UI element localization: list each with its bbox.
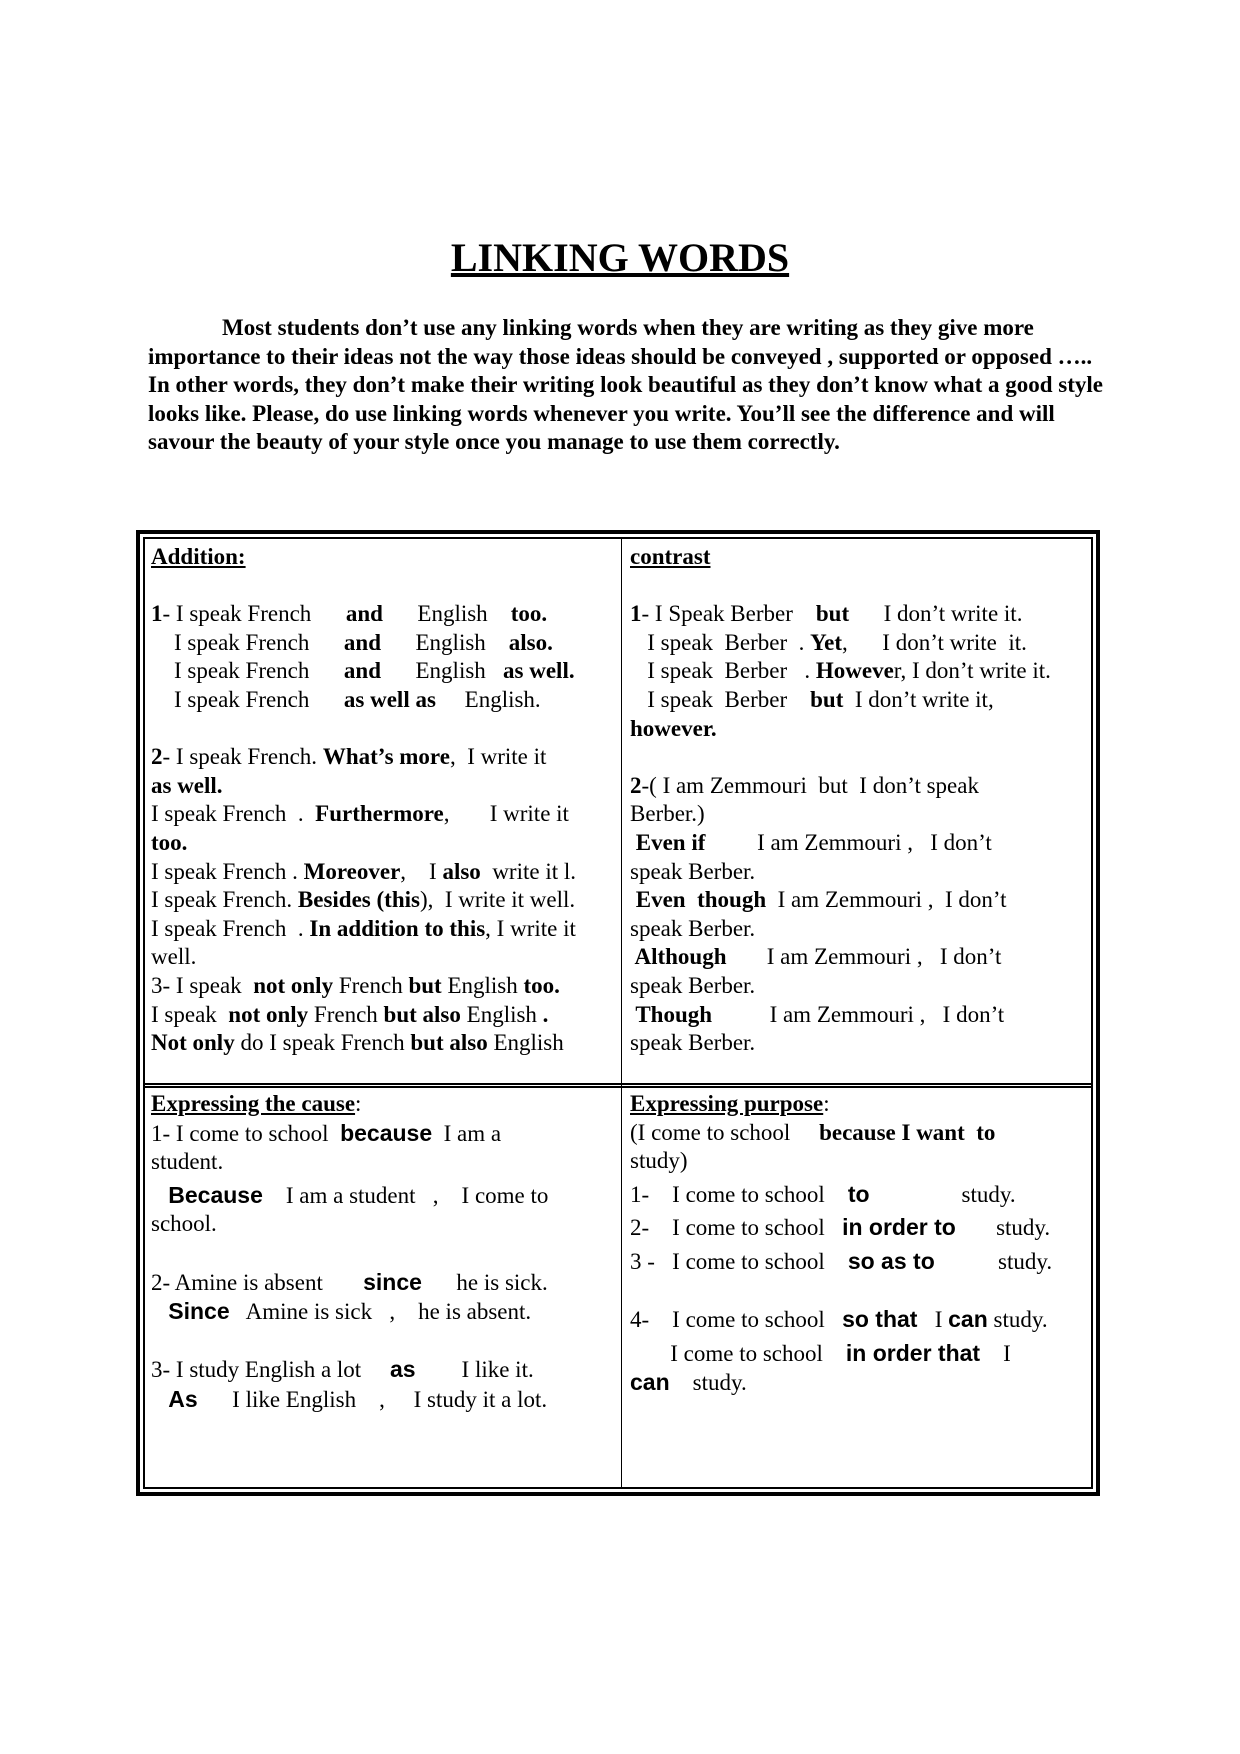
purpose-line-6: 4- I come to school so that I can study.: [630, 1306, 1048, 1333]
page-title: LINKING WORDS: [450, 235, 790, 280]
column-divider: [621, 539, 622, 1487]
purpose-line-2: study): [630, 1148, 688, 1174]
cause-line-1: 1- I come to school because I am a: [151, 1119, 502, 1146]
addition-line-14: I speak not only French but also English .: [151, 1001, 549, 1027]
contrast-line-4: I speak Berber but I don’t write it,: [630, 686, 994, 712]
cause-line-6: Since Amine is sick , he is absent.: [168, 1298, 532, 1325]
contrast-line-12: Although I am Zemmouri , I don’t: [630, 944, 1002, 970]
contrast-line-11: speak Berber.: [630, 915, 756, 941]
addition-line-9: I speak French . Moreover, I also write it l.: [151, 858, 576, 884]
contrast-line-15: speak Berber.: [630, 1030, 756, 1056]
cause-heading: Expressing the cause: [151, 1091, 356, 1116]
intro-paragraph: Most students don’t use any linking words when they are writing as they give more importance to their ideas not the way those ideas should be conveyed , supported or opposed ….. In other words, they don’t make their writing look beautiful as they don’t know what a good style looks like. Please, do use linking words whenever you write. You’ll see the difference and will savour the beauty of your style once you manage to use them correctly.: [148, 315, 1103, 455]
linking-words-table: [136, 530, 1100, 1496]
contrast-line-3: I speak Berber . However, I don’t write it.: [630, 658, 1051, 684]
contrast-line-10: Even though I am Zemmouri , I don’t: [630, 887, 1007, 913]
addition-cell: [151, 543, 615, 1058]
contrast-line-13: speak Berber.: [630, 972, 756, 998]
cause-line-4: school.: [151, 1211, 217, 1237]
purpose-line-3: 1- I come to school to study.: [630, 1180, 1016, 1207]
addition-line-15: Not only do I speak French but also English: [151, 1030, 564, 1056]
purpose-heading: Expressing purpose: [630, 1091, 824, 1116]
addition-line-10: I speak French. Besides (this), I write it well.: [151, 887, 576, 913]
addition-line-11: I speak French . In addition to this, I write it: [151, 915, 576, 941]
purpose-line-1: (I come to school because I want to: [630, 1119, 996, 1145]
contrast-line-1: 1- I Speak Berber but I don’t write it.: [630, 601, 1023, 627]
purpose-line-4: 2- I come to school in order to study.: [630, 1214, 1051, 1241]
contrast-heading: contrast: [630, 544, 711, 569]
purpose-line-7: I come to school in order that I: [630, 1339, 1011, 1366]
cause-line-5: 2- Amine is absent since he is sick.: [151, 1268, 548, 1295]
contrast-line-8: Even if I am Zemmouri , I don’t: [630, 829, 992, 855]
addition-line-6: as well.: [151, 772, 223, 798]
purpose-cell: Expressing purpose: (I come to school because I want to study) 1- I come to school to study. 2- I come to school in order to study. 3 - I come to school so as to study. 4- I come to school so that I can study. I come to school in order that I can study.: [630, 1090, 1092, 1398]
contrast-line-7: Berber.): [630, 801, 705, 827]
addition-line-13: 3- I speak not only French but English too.: [151, 972, 560, 998]
contrast-line-6: 2-( I am Zemmouri but I don’t speak: [630, 772, 979, 798]
addition-line-7: I speak French . Furthermore, I write it: [151, 801, 569, 827]
cause-line-2: student.: [151, 1149, 224, 1175]
addition-heading: Addition:: [151, 544, 246, 569]
purpose-line-5: 3 - I come to school so as to study.: [630, 1247, 1053, 1274]
cause-line-3: Because I am a student , I come to: [168, 1181, 549, 1208]
contrast-line-2: I speak Berber . Yet, I don’t write it.: [630, 629, 1027, 655]
addition-line-12: well.: [151, 944, 197, 970]
contrast-line-9: speak Berber.: [630, 858, 756, 884]
addition-line-3: I speak French and English as well.: [151, 658, 575, 684]
contrast-cell: [630, 543, 1092, 1058]
cause-cell: Expressing the cause: 1- I come to school because I am a student. Because I am a student , I come to school. 2- Amine is absent since he is sick. Since Amine is sick , he is absent. 3- I study English a lot as I like it. As I like English , I study it a lot.: [151, 1090, 615, 1415]
row-divider: [145, 1083, 1091, 1088]
addition-line-5: 2- I speak French. What’s more, I write it: [151, 744, 547, 770]
addition-line-8: too.: [151, 829, 188, 855]
addition-line-2: I speak French and English also.: [151, 629, 553, 655]
contrast-line-14: Though I am Zemmouri , I don’t: [630, 1001, 1005, 1027]
purpose-line-8: can study.: [630, 1369, 747, 1396]
cause-line-7: 3- I study English a lot as I like it.: [151, 1356, 534, 1383]
table-inner-frame: [143, 537, 1093, 1489]
cause-line-8: As I like English , I study it a lot.: [168, 1385, 548, 1412]
contrast-line-5: however.: [630, 715, 717, 741]
addition-line-1: 1- I speak French and English too.: [151, 601, 548, 627]
addition-line-4: I speak French as well as English.: [151, 686, 541, 712]
